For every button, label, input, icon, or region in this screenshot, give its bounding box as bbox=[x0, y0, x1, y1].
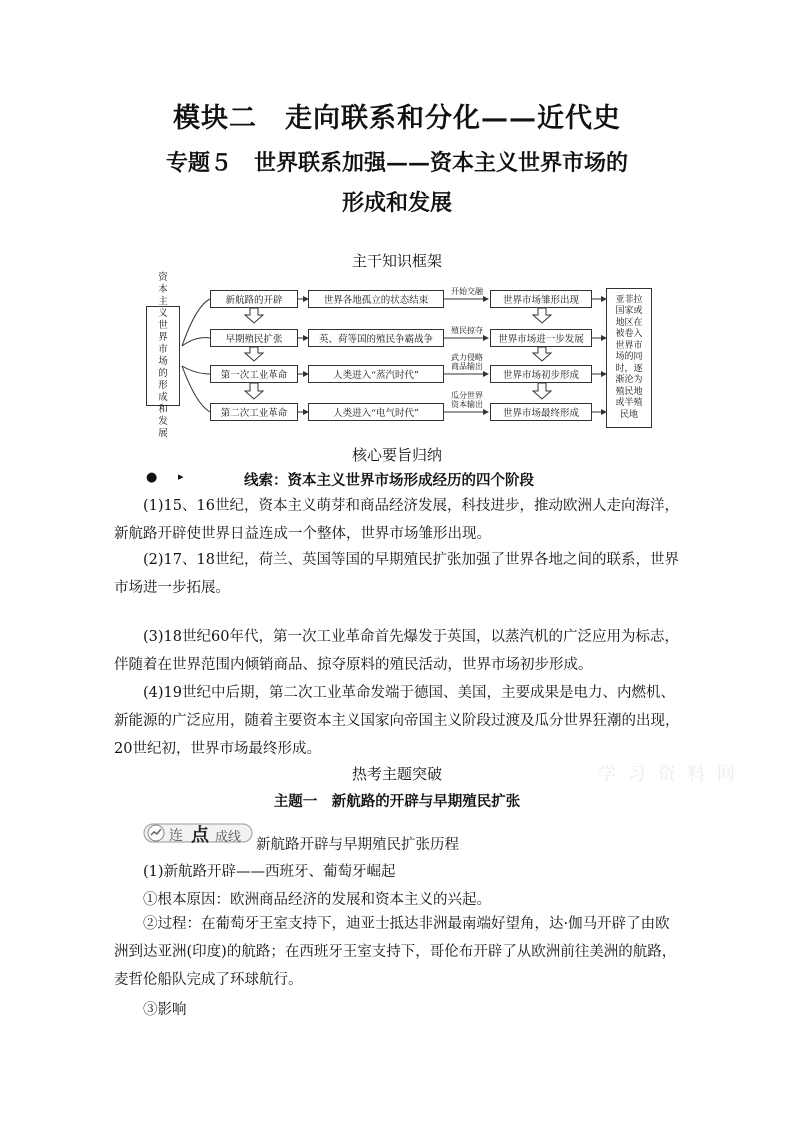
diagram-right-label: 亚非拉国家或地区在被卷入世界市场的同时，逐渐沦为殖民地或半殖民地 bbox=[606, 288, 652, 428]
stage-paragraph-1: (1)15、16世纪，资本主义萌芽和商品经济发展，科技进步，推动欧洲人走向海洋，新航路开辟使世界日益连成一个整体，世界市场雏形出现。 bbox=[114, 498, 679, 542]
state-box: 世界各地孤立的状态结束 bbox=[308, 290, 444, 308]
item-1: ①根本原因：欧洲商品经济的发展和资本主义的兴起。 bbox=[143, 892, 491, 908]
hot-heading: 热考主题突破 bbox=[351, 765, 442, 783]
market-box: 世界市场最终形成 bbox=[490, 403, 592, 421]
framework-heading: 主干知识框架 bbox=[351, 252, 442, 270]
stage-box: 第一次工业革命 bbox=[210, 365, 298, 383]
state-box: 人类进入“电气时代” bbox=[308, 403, 444, 421]
logo-caption: 新航路开辟与早期殖民扩张历程 bbox=[256, 837, 459, 853]
stage-paragraph-3: (3)18世纪60年代，第一次工业革命首先爆发于英国，以蒸汽机的广泛应用为标志，伴随着在世界范围内倾销商品、掠夺原料的殖民活动，世界市场初步形成。 bbox=[114, 629, 679, 673]
market-box: 世界市场雏形出现 bbox=[490, 290, 592, 308]
module-title: 模块二 走向联系和分化——近代史 bbox=[173, 103, 621, 134]
theme-title: 主题一 新航路的开辟与早期殖民扩张 bbox=[273, 794, 521, 810]
market-box: 世界市场进一步发展 bbox=[490, 329, 592, 347]
arrow-label: 武力侵略商品输出 bbox=[451, 353, 483, 371]
item-2: ②过程：在葡萄牙王室支持下，迪亚士抵达非洲最南端好望角，达·伽马开辟了由欧洲到达亚洲(印度)的航路；在西班牙王室支持下，哥伦布开辟了从欧洲前往美洲的航路，麦哲伦船队完成了环球航行。 bbox=[114, 916, 677, 988]
logo-text-b: 点 bbox=[191, 825, 209, 846]
arrow-label: 开始交融 bbox=[451, 287, 483, 296]
topic-title-line1: 专题５ 世界联系加强——资本主义世界市场的 bbox=[165, 150, 628, 176]
triangle-marker-icon: ▸ bbox=[178, 470, 184, 483]
connect-dots-logo bbox=[143, 822, 253, 844]
framework-diagram bbox=[146, 272, 652, 439]
state-box: 英、荷等国的殖民争霸战争 bbox=[308, 329, 444, 347]
stage-box: 早期殖民扩张 bbox=[210, 329, 298, 347]
stage-paragraph-4: (4)19世纪中后期，第二次工业革命发端于德国、美国，主要成果是电力、内燃机、新能源的广泛应用，随着主要资本主义国家向帝国主义阶段过渡及瓜分世界狂潮的出现，20世纪初，世界市场最终形成。 bbox=[114, 685, 680, 757]
stage-box: 第二次工业革命 bbox=[210, 403, 298, 421]
stage-paragraph-2: (2)17、18世纪，荷兰、英国等国的早期殖民扩张加强了世界各地之间的联系，世界市场进一步拓展。 bbox=[114, 552, 679, 596]
bullet-icon: ● bbox=[146, 470, 158, 485]
arrow-label: 瓜分世界资本输出 bbox=[451, 391, 483, 409]
state-box: 人类进入“蒸汽时代” bbox=[308, 365, 444, 383]
diagram-left-label: 资本主义世界市场的形成和发展 bbox=[146, 306, 180, 406]
logo-text-c: 成线 bbox=[215, 830, 242, 845]
arrow-label: 殖民掠夺 bbox=[451, 326, 483, 335]
core-heading: 核心要旨归纳 bbox=[351, 446, 442, 464]
watermark: 学 习 资 料 网 bbox=[598, 764, 738, 785]
market-box: 世界市场初步形成 bbox=[490, 365, 592, 383]
topic-title-line2: 形成和发展 bbox=[341, 190, 452, 216]
item-3: ③影响 bbox=[143, 1002, 187, 1018]
clue-label: 线索：资本主义世界市场形成经历的四个阶段 bbox=[244, 473, 534, 489]
sub-heading-1: (1)新航路开辟——西班牙、葡萄牙崛起 bbox=[143, 864, 396, 880]
logo-text-a: 连 bbox=[169, 828, 183, 844]
stage-box: 新航路的开辟 bbox=[210, 290, 298, 308]
